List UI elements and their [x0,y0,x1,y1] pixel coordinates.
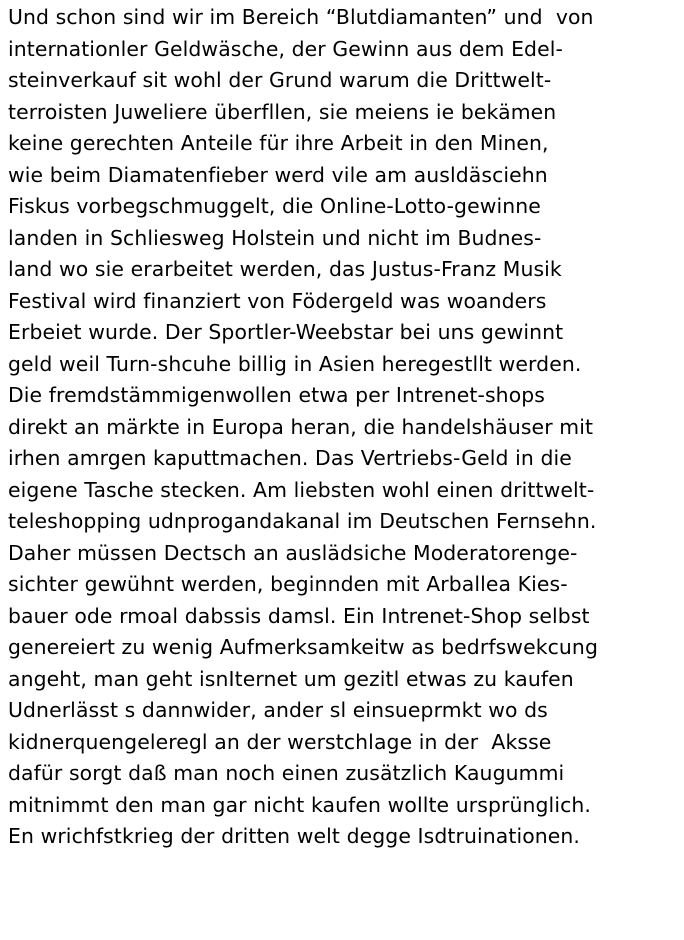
text-line-22: angeht, man geht isnIternet um gezitl etwas zu kaufen [8,666,574,691]
text-line-21: genereiert zu wenig Aufmerksamkeitw as bedrfswekcung [8,635,598,659]
text-line-5: keine gerechten Anteile für ihre Arbeit in den Minen, [8,131,549,155]
text-line-6: wie beim Diamatenfieber werd vile am ausldäsciehn [8,162,548,187]
text-line-27: En wrichfstkrieg der dritten welt degge Isdtruinationen. [8,824,581,848]
text-line-9: land wo sie erarbeitet werden, das Justus-Franz Musik [8,257,562,281]
text-line-15: irhen amrgen kaputtmachen. Das Vertriebs-Geld in die [8,446,572,470]
text-line-10: Festival wird finanziert von Födergeld was woanders [8,288,547,313]
text-line-26: mitnimmt den man gar nicht kaufen wollte ursprünglich. [8,792,591,817]
text-line-23: Udnerlässt s dannwider, ander sl einsueprmkt wo ds [8,698,548,722]
text-line-4: terroisten Juweliere überfllen, sie meiens ie bekämen [8,99,557,124]
text-line-24: kidnerquengeleregl an der werstchlage in der Aksse [8,729,552,754]
text-line-8: landen in Schliesweg Holstein und nicht im Budnes- [8,225,542,250]
text-line-2: internationler Geldwäsche, der Gewinn aus dem Edel- [8,36,563,61]
text-line-20: bauer ode rmoal dabssis damsl. Ein Intrenet-Shop selbst [8,603,590,628]
text-line-3: steinverkauf sit wohl der Grund warum die Drittwelt- [8,68,552,92]
text-line-1: Und schon sind wir im Bereich “Blutdiamanten” und von [8,5,594,29]
document-page [8,2,680,853]
text-line-12: geld weil Turn-shcuhe billig in Asien heregestllt werden. [8,351,582,376]
text-line-7: Fiskus vorbegschmuggelt, die Online-Lotto-gewinne [8,194,541,218]
text-line-11: Erbeiet wurde. Der Sportler-Weebstar bei uns gewinnt [8,320,564,344]
text-line-25: dafür sorgt daß man noch einen zusätzlich Kaugummi [8,761,565,785]
text-line-19: sichter gewühnt werden, beginnden mit Arballea Kies- [8,572,568,596]
text-line-13: Die fremdstämmigenwollen etwa per Intrenet-shops [8,383,546,407]
text-line-18: Daher müssen Dectsch an auslädsiche Moderatorenge- [8,540,578,565]
text-line-16: eigene Tasche stecken. Am liebsten wohl einen drittwelt- [8,477,595,502]
text-line-17: teleshopping udnprogandakanal im Deutschen Fernsehn. [8,509,597,533]
text-line-14: direkt an märkte in Europa heran, die handelshäuser mit [8,414,594,439]
